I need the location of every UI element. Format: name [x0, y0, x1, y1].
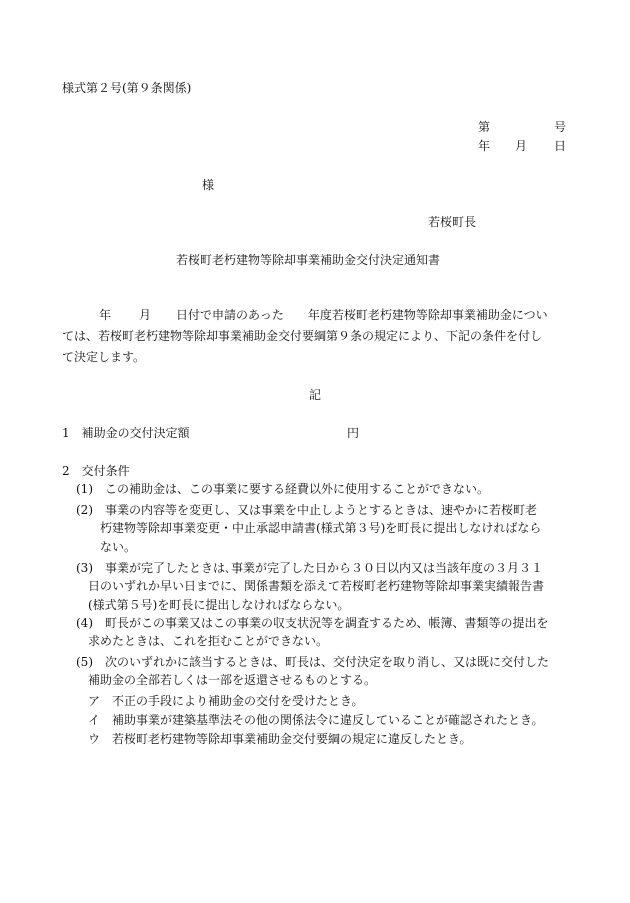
condition-line: (様式第５号)を町長に提出しなければならない。	[88, 598, 350, 612]
condition-line: 朽建物等除却事業変更・中止承認申請書(様式第３号)を町長に提出しなければなら	[100, 521, 542, 535]
intro-year: 年	[99, 308, 112, 322]
document-title: 若桜町老朽建物等除却事業補助金交付決定通知書	[176, 253, 441, 267]
condition-line: 補助金の全部若しくは一部を返還させるものとする。	[88, 673, 377, 687]
addressee-suffix: 様	[202, 178, 215, 192]
condition-line: ウ 若桜町老朽建物等除却事業補助金交付要綱の規定に違反したとき。	[88, 732, 472, 746]
condition-line: ない。	[100, 540, 137, 554]
issuer: 若桜町長	[428, 215, 477, 229]
doc-number-prefix: 第	[478, 120, 491, 134]
intro-line-2: ては、若桜町老朽建物等除却事業補助金交付要綱第９条の規定により、下記の条件を付し	[62, 329, 543, 343]
condition-line: イ 補助事業が建築基準法その他の関係法令に違反していることが確認されたとき。	[88, 713, 544, 727]
condition-line: (5) 次のいずれかに該当するときは、町長は、交付決定を取り消し、又は既に交付した	[76, 655, 550, 669]
ki-heading: 記	[309, 388, 322, 402]
item-1-unit: 円	[347, 426, 360, 440]
intro-month: 月	[139, 308, 152, 322]
form-label: 様式第２号(第９条関係)	[62, 81, 192, 95]
intro-line-3: て決定します。	[62, 350, 146, 364]
condition-line: (4) 町長がこの事業又はこの事業の収支状況等を調査するため、帳簿、書類等の提出を	[76, 616, 549, 630]
date-day: 日	[554, 139, 567, 153]
date-month: 月	[515, 139, 528, 153]
intro-line-1: 日付で申請のあった 年度若桜町老朽建物等除却事業補助金につい	[176, 308, 548, 322]
doc-number-suffix: 号	[554, 120, 567, 134]
item-2-label: 2 交付条件	[62, 464, 130, 478]
condition-line: 日のいずれか早い日までに、関係書類を添えて若桜町老朽建物等除却事業実績報告書	[88, 579, 545, 593]
condition-line: (2) 事業の内容等を変更し、又は事業を中止しようとするときは、速やかに若桜町老	[76, 503, 538, 517]
item-1-label: 1 補助金の交付決定額	[62, 426, 190, 440]
condition-line: (1) この補助金は、この事業に要する経費以外に使用することができない。	[76, 482, 490, 496]
condition-line: ア 不正の手段により補助金の交付を受けたとき。	[88, 694, 364, 708]
date-year: 年	[478, 139, 491, 153]
condition-line: (3) 事業が完了したときは､事業が完了した日から３０日以内又は当該年度の３月３１	[76, 561, 544, 575]
condition-line: 求めたときは、これを拒むことができない。	[88, 634, 329, 648]
